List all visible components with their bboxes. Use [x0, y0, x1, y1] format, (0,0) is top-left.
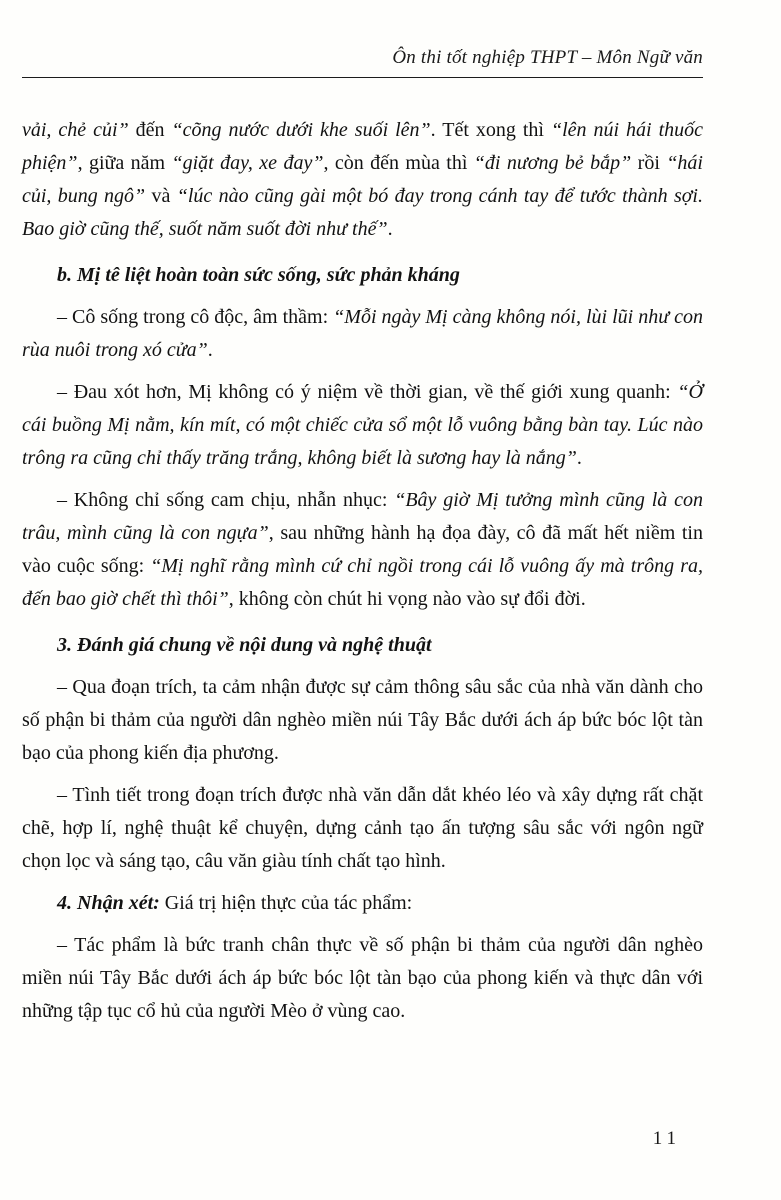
- text-run: “Mỗi ngày Mị càng không nói, lùi lũi như con rùa nuôi trong xó cửa”: [22, 306, 703, 361]
- body-paragraph: [22, 484, 703, 616]
- body-paragraph: [22, 671, 703, 770]
- section-heading: [22, 259, 703, 292]
- header-rule: [22, 77, 703, 78]
- page-body: [22, 114, 703, 1028]
- body-paragraph: [22, 779, 703, 878]
- text-run: “lúc nào cũng gài một bó đay trong cánh tay để tước thành sợi. Bao giờ cũng thế, suốt năm suốt đời như thế”: [22, 185, 703, 240]
- text-run: .: [207, 339, 213, 361]
- running-header-title: Ôn thi tốt nghiệp THPT – Môn Ngữ văn: [392, 47, 703, 68]
- text-run: – Cô sống trong cô độc, âm thầm:: [57, 306, 334, 328]
- text-run: “Ở cái buồng Mị nằm, kín mít, có một chiếc cửa sổ một lỗ vuông bằng bàn tay. Lúc nào trông ra cũng chỉ thấy trăng trắng, không biết là sương hay là nắng”: [22, 381, 703, 469]
- text-run: 3. Đánh giá chung về nội dung và nghệ thuật: [57, 634, 432, 656]
- text-run: “hái củi, bung ngô”: [22, 152, 703, 207]
- text-run: – Không chỉ sống cam chịu, nhẫn nhục:: [57, 489, 395, 511]
- text-run: vải, chẻ củi”: [22, 119, 136, 141]
- text-run: “đi nương bẻ bắp”: [473, 152, 632, 174]
- text-run: , còn đến mùa thì: [323, 152, 474, 174]
- body-paragraph: [22, 114, 703, 246]
- text-run: 4. Nhận xét:: [57, 892, 165, 914]
- text-run: Giá trị hiện thực của tác phẩm:: [164, 892, 413, 914]
- text-run: , giữa năm: [77, 152, 172, 174]
- body-paragraph: [22, 301, 703, 367]
- text-run: và: [145, 185, 177, 207]
- text-run: – Tình tiết trong đoạn trích được nhà văn dẫn dắt khéo léo và xây dựng rất chặt chẽ, hợp lí, nghệ thuật kể chuyện, dựng cảnh tạo ấn tượng sâu sắc với ngôn ngữ chọn lọc và sáng tạo, câu văn giàu tính chất tạo hình.: [22, 784, 703, 872]
- text-run: rồi: [631, 152, 667, 174]
- text-run: , không còn chút hi vọng nào vào sự đổi đời.: [228, 588, 586, 610]
- body-paragraph: [22, 376, 703, 475]
- body-paragraph: [22, 929, 703, 1028]
- text-run: “Bây giờ Mị tưởng mình cũng là con trâu, mình cũng là con ngựa”: [22, 489, 703, 544]
- page-header: [22, 46, 703, 78]
- text-run: , sau những hành hạ đọa đày, cô đã mất hết niềm tin vào cuộc sống:: [22, 522, 703, 577]
- text-run: – Qua đoạn trích, ta cảm nhận được sự cảm thông sâu sắc của nhà văn dành cho số phận bi thảm của người dân nghèo miền núi Tây Bắc dưới ách áp bức bóc lột tàn bạo của phong kiến địa phương.: [22, 676, 703, 764]
- text-run: “Mị nghĩ rằng mình cứ chỉ ngồi trong cái lỗ vuông ấy mà trông ra, đến bao giờ chết thì thôi”: [22, 555, 703, 610]
- text-run: – Tác phẩm là bức tranh chân thực về số phận bi thảm của người dân nghèo miền núi Tây Bắc dưới ách áp bức bóc lột tàn bạo của phong kiến và thực dân với những tập tục cổ hủ của người Mèo ở vùng cao.: [22, 934, 703, 1022]
- text-run: đến: [135, 119, 172, 141]
- text-run: – Đau xót hơn, Mị không có ý niệm về thời gian, về thế giới xung quanh:: [57, 381, 678, 403]
- text-run: b. Mị tê liệt hoàn toàn sức sống, sức phản kháng: [57, 264, 460, 286]
- text-run: .: [387, 218, 393, 240]
- text-run: “cõng nước dưới khe suối lên”: [171, 119, 431, 141]
- page-number: 11: [652, 1128, 681, 1149]
- text-run: .: [576, 447, 582, 469]
- text-run: “giặt đay, xe đay”: [171, 152, 324, 174]
- section-heading: [22, 629, 703, 662]
- text-run: “lên núi hái thuốc phiện”: [22, 119, 703, 174]
- text-run: . Tết xong thì: [430, 119, 551, 141]
- body-paragraph: [22, 887, 703, 920]
